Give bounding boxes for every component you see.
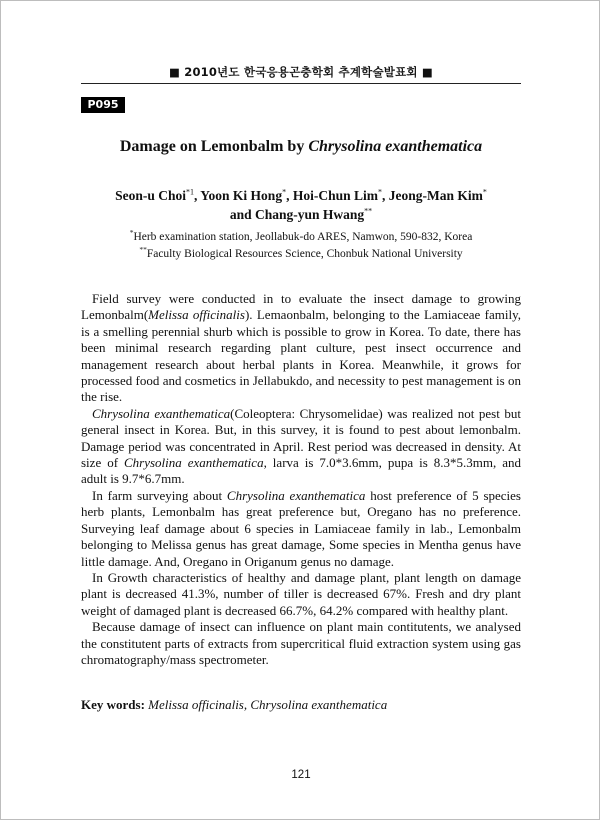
paragraph-text: , larva is 7.0*3.6mm, pupa is 8.3*5.3mm, and adult is 9.7*6.7mm. <box>81 455 521 487</box>
species-name: Chrysolina exanthematica <box>124 455 264 471</box>
keywords-value: Melissa officinalis, Chrysolina exanthematica <box>148 697 388 712</box>
abstract-paragraph: In Growth characteristics of healthy and damage plant, plant length on damage plant is decreased 41.3%, number of tiller is decreased 67%. Fresh and dry plant weight of damaged plant is decreased 66.7%, 64.2% compared with healthy plant. <box>81 569 521 618</box>
author-name: and Chang-yun Hwang <box>229 207 365 222</box>
paragraph-text: ). Lemaonbalm, belonging to the Lamiaceae family, is a smelling perennial shurb which is possible to grow in Korea. To date, there has been minimal research regarding plant culture, pest insect occurrence and management research about herbal plants in Korea. Meanwhile, it grows for processed food and cosmetics in Jellabukdo, and necessity to pest management is on the rise. <box>81 307 521 405</box>
author-name: Yoon Ki Hong <box>200 188 283 203</box>
author-name: Hoi-Chun Lim <box>292 188 378 203</box>
paragraph-text: Field survey were conducted in to evaluate the insect damage to growing Lemonbalm( <box>81 291 521 323</box>
author-mark: * <box>377 187 382 197</box>
abstract-paragraph <box>81 291 521 406</box>
author-name: Jeong-Man Kim <box>388 188 483 203</box>
affiliation-item <box>81 246 521 263</box>
author-mark: ** <box>364 206 373 216</box>
paper-title <box>81 138 521 156</box>
affiliation-text: Faculty Biological Resources Science, Chonbuk National University <box>146 248 463 260</box>
poster-code-badge: P095 <box>81 97 125 113</box>
header-divider <box>81 83 521 84</box>
author-mark: *1 <box>186 187 195 197</box>
keywords-line <box>81 697 521 713</box>
author-name: Seon-u Choi <box>115 188 187 203</box>
paragraph-text: In farm surveying about <box>92 487 227 503</box>
author-mark: * <box>282 187 287 197</box>
species-name: Chrysolina exanthematica <box>92 405 231 421</box>
author-mark: * <box>482 187 487 197</box>
abstract-body <box>81 291 521 668</box>
affiliation-text: Herb examination station, Jeollabuk-do ARES, Namwon, 590-832, Korea <box>133 231 473 243</box>
species-name: Melissa officinalis <box>148 307 245 323</box>
paragraph-text: (Coleoptera: Chrysomelidae) was realized not pest but general insect in Korea. But, in this survey, it is found to pest about lemonbalm. Damage period was concentrated in April. Rest period was decreased in density. At size of <box>81 405 521 471</box>
abstract-paragraph <box>81 488 521 570</box>
keywords-label: Key words: <box>81 697 145 712</box>
abstract-paragraph <box>81 406 521 488</box>
affiliation-mark: * <box>129 228 134 238</box>
affiliation-list <box>81 229 521 263</box>
paragraph-text: host preference of 5 species herb plants, Lemonbalm has great preference but, Oregano has no preference. Surveying leaf damage about 6 species in Lamiaceae family in lab., Lemonbalm belonging to Melissa genus has great damage, Some species in Mentha genus have little damage. And, Oregano in Origanum genus no damage. <box>81 487 521 569</box>
title-prefix: Damage on Lemonbalm by <box>119 138 309 155</box>
species-name: Chrysolina exanthematica <box>226 487 366 503</box>
title-species: Chrysolina exanthematica <box>308 138 483 155</box>
author-separator: , <box>286 188 293 203</box>
conference-header: ■ 2010년도 한국응용곤충학회 추계학술발표회 ■ <box>168 65 433 79</box>
author-separator: , <box>381 188 389 203</box>
author-separator: , <box>194 188 201 203</box>
abstract-paragraph: Because damage of insect can influence on plant main contitutents, we analysed the constitutent parts of extracts from supercritical fluid extraction system using gas chromatography/mass spectrometer. <box>81 619 521 667</box>
affiliation-item <box>81 229 521 246</box>
page-number: 121 <box>291 769 311 781</box>
author-list <box>81 186 521 224</box>
affiliation-mark: ** <box>139 245 147 255</box>
